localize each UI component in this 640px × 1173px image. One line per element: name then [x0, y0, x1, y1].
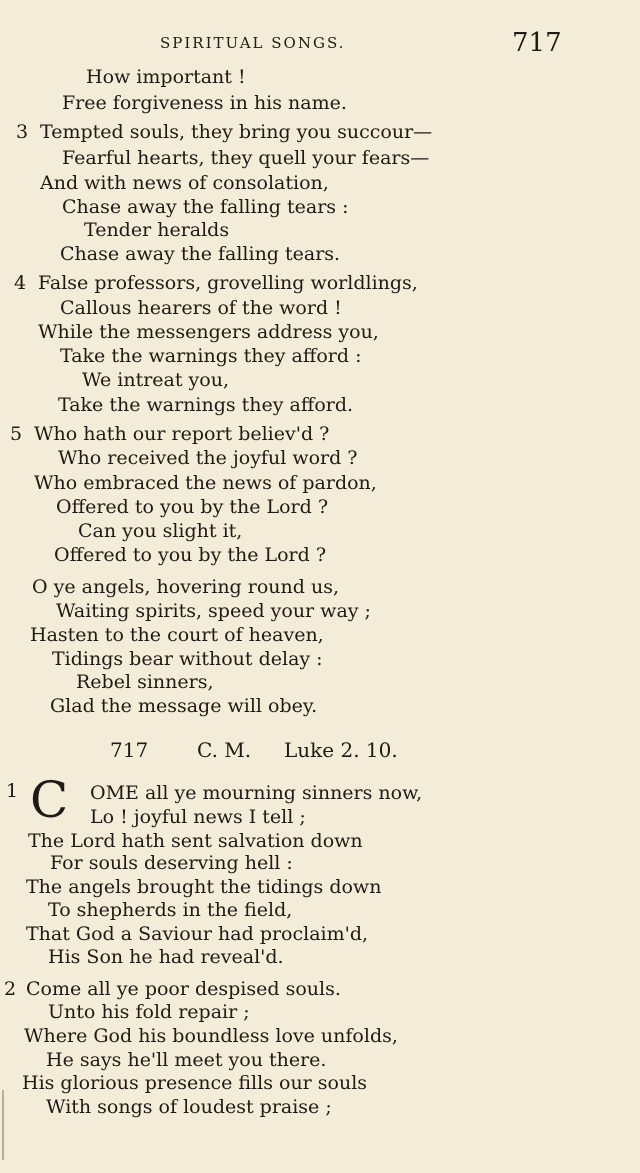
verse-line: Callous hearers of the word !	[60, 297, 342, 319]
verse-line: His glorious presence fills our souls	[22, 1072, 368, 1094]
verse-line: Waiting spirits, speed your way ;	[56, 600, 371, 622]
verse-line: Who received the joyful word ?	[58, 447, 358, 469]
verse-line: And with news of consolation,	[40, 172, 329, 194]
verse-number: 2	[4, 978, 17, 1000]
drop-cap: C	[30, 771, 69, 829]
verse-line: Where God his boundless love unfolds,	[24, 1025, 398, 1047]
verse-line: Who embraced the news of pardon,	[34, 472, 377, 494]
hymn-number: 717	[110, 738, 149, 762]
verse-line: O ye angels, hovering round us,	[32, 576, 339, 598]
verse-line: Unto his fold repair ;	[48, 1001, 250, 1023]
verse-line: The Lord hath sent salvation down	[28, 830, 363, 852]
verse-line: Take the warnings they afford :	[60, 345, 362, 367]
verse-line: False professors, grovelling worldlings,	[38, 272, 418, 294]
verse-line: Who hath our report believ'd ?	[34, 423, 330, 445]
verse-line: Tender heralds	[84, 219, 230, 241]
verse-line: He says he'll meet you there.	[46, 1049, 327, 1071]
scripture-reference: Luke 2. 10.	[284, 738, 398, 762]
verse-number: 4	[14, 272, 27, 294]
verse-line: Hasten to the court of heaven,	[30, 624, 324, 646]
verse-line: Tidings bear without delay :	[52, 648, 323, 670]
verse-line: Fearful hearts, they quell your fears—	[62, 147, 430, 169]
verse-line: How important !	[86, 66, 246, 88]
verse-line: Chase away the falling tears.	[60, 243, 341, 265]
page-edge-mark	[2, 1090, 4, 1160]
verse-number: 1	[6, 780, 19, 802]
verse-line: While the messengers address you,	[38, 321, 379, 343]
verse-number: 3	[16, 121, 29, 143]
verse-line: Rebel sinners,	[76, 671, 214, 693]
running-title: SPIRITUAL SONGS.	[160, 34, 346, 52]
page-number: 717	[512, 28, 562, 58]
verse-line: To shepherds in the field,	[48, 899, 293, 921]
verse-line: Offered to you by the Lord ?	[54, 544, 327, 566]
verse-line: Tempted souls, they bring you succour—	[40, 121, 433, 143]
verse-line: The angels brought the tidings down	[26, 876, 382, 898]
verse-line: Glad the message will obey.	[50, 695, 318, 717]
verse-line: We intreat you,	[82, 369, 229, 391]
verse-line: Offered to you by the Lord ?	[56, 496, 329, 518]
hymn-meter: C. M.	[197, 738, 252, 762]
verse-line: OME all ye mourning sinners now,	[90, 782, 423, 804]
verse-line: With songs of loudest praise ;	[46, 1096, 332, 1118]
verse-line: Take the warnings they afford.	[58, 394, 354, 416]
verse-line: That God a Saviour had proclaim'd,	[26, 923, 369, 945]
verse-line: Free forgiveness in his name.	[62, 92, 347, 114]
verse-line: Can you slight it,	[78, 520, 243, 542]
verse-line: His Son he had reveal'd.	[48, 946, 284, 968]
verse-line: Come all ye poor despised souls.	[26, 978, 341, 1000]
verse-line: Lo ! joyful news I tell ;	[90, 806, 306, 828]
verse-line: Chase away the falling tears :	[62, 196, 349, 218]
verse-number: 5	[10, 423, 23, 445]
verse-line: For souls deserving hell :	[50, 852, 293, 874]
